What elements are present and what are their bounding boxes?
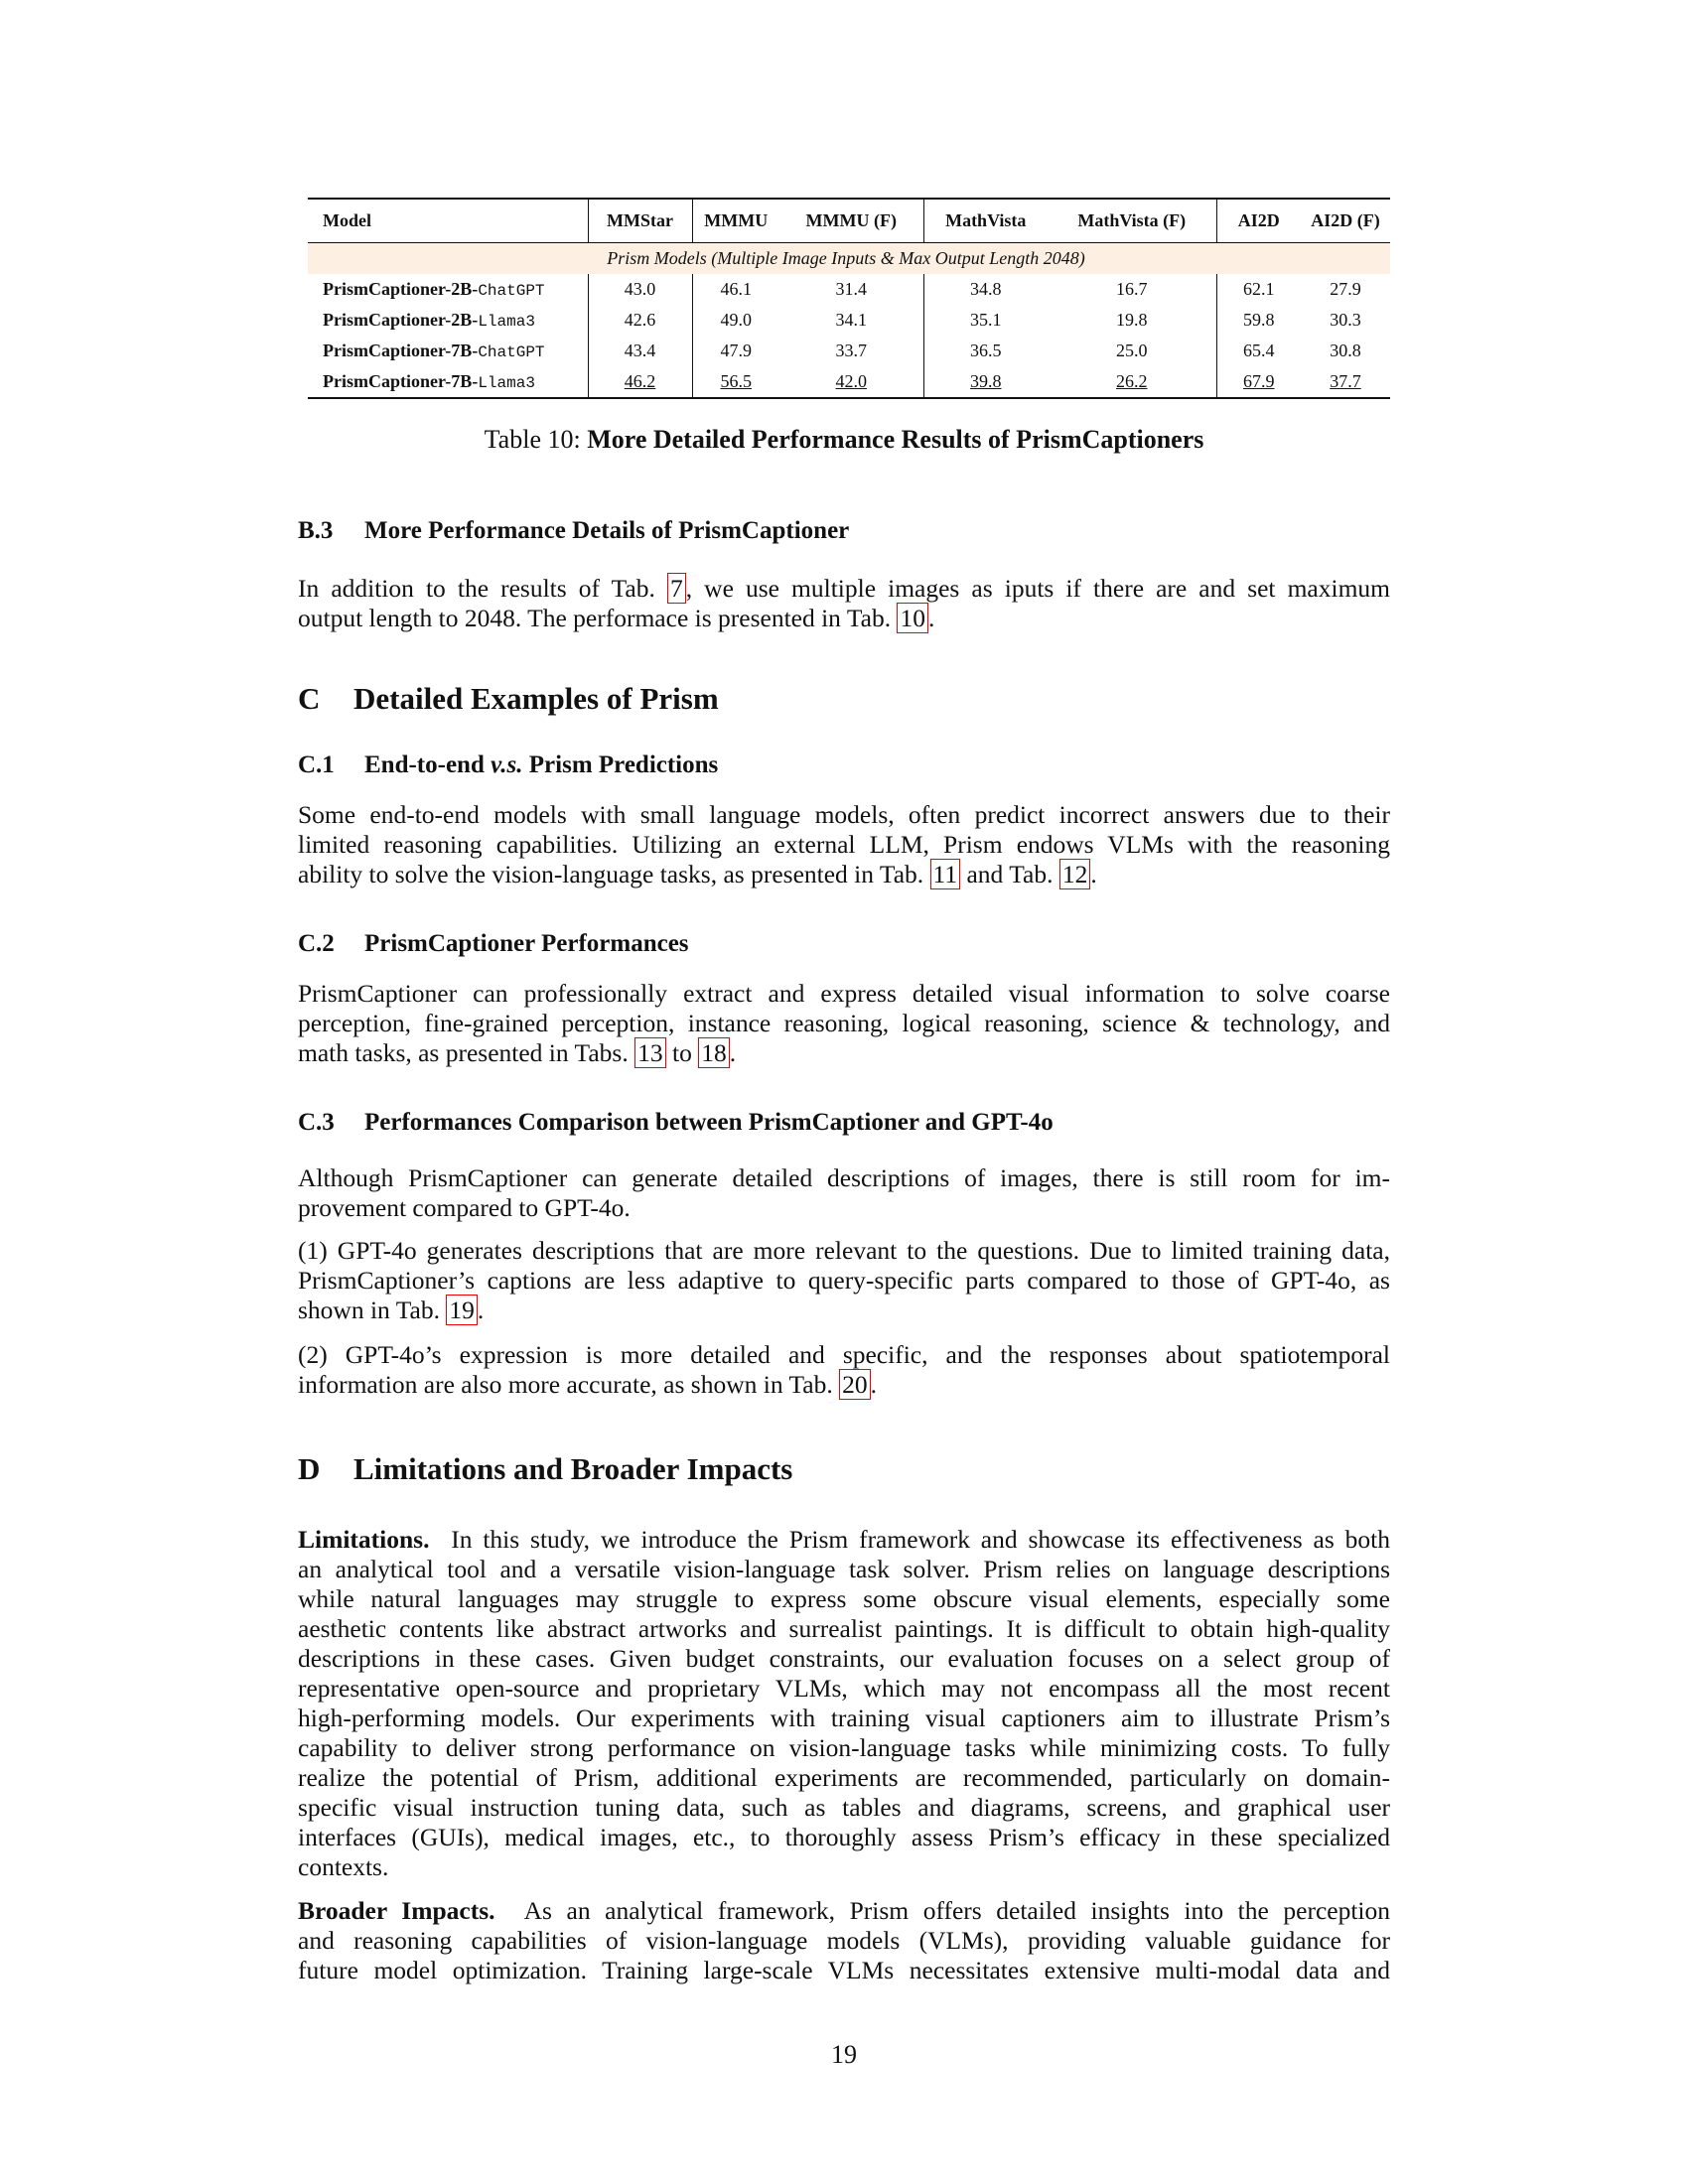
section-heading-c2: C.2 PrismCaptioner Performances — [298, 930, 689, 957]
table-ref-link[interactable]: 20 — [839, 1369, 871, 1400]
table-caption: Table 10: More Detailed Performance Results of PrismCaptioners — [484, 425, 1204, 454]
cell: 36.5 — [970, 341, 1002, 360]
broader-impacts-heading: Broader Impacts. — [298, 1896, 495, 1925]
table-group-row — [308, 243, 1390, 275]
cell-best: 42.0 — [779, 366, 923, 398]
section-heading-b3: B.3 More Performance Details of PrismCaptioner — [298, 517, 850, 544]
cell: 42.6 — [588, 305, 692, 336]
section-heading-c1: C.1 End-to-end v.s. Prism Predictions — [298, 751, 719, 778]
cell: 43.0 — [588, 274, 692, 305]
cell: 43.4 — [588, 336, 692, 366]
table-row — [308, 274, 1390, 305]
col-header-mmmu-f: MMMU (F) — [779, 199, 923, 243]
page-number: 19 — [831, 2040, 857, 2069]
col-header-ai2d: AI2D — [1237, 210, 1280, 230]
paragraph-c3-point2: (2) GPT-4o’s expression is more detailed and specific, and the responses about spatiotemporal information are also more accurate, as shown in Tab. 20 . — [298, 1340, 1390, 1399]
model-name: PrismCaptioner-2B-Llama3 — [308, 305, 588, 336]
cell: 16.7 — [1048, 274, 1216, 305]
table-ref-link[interactable]: 19 — [446, 1295, 478, 1325]
paragraph-c3-point1: (1) GPT-4o generates descriptions that are more relevant to the questions. Due to limited training data, PrismCaptioner’s captions are less adaptive to query-specific parts compared to those of GPT-4o, as shown in Tab. 19 . — [298, 1236, 1390, 1324]
section-heading-d: D Limitations and Broader Impacts — [298, 1451, 793, 1486]
cell: 31.4 — [779, 274, 923, 305]
paragraph-broader-impacts: Broader Impacts. As an analytical framework, Prism offers detailed insights into the perception and reasoning capabilities of vision-language models (VLMs), providing valuable guidance for future model optimization. Training large-scale VLMs necessitates extensive multi-modal data and — [298, 1896, 1391, 1984]
table-row — [308, 305, 1390, 336]
paragraph-c2: PrismCaptioner can professionally extract and express detailed visual information to solve coarse perception, fine-grained perception, instance reasoning, logical reasoning, science & technology, and math tasks, as presented in Tabs. 13 to 18 . — [298, 979, 1390, 1067]
cell: 49.0 — [720, 310, 752, 330]
col-header-ai2d-f: AI2D (F) — [1311, 210, 1380, 230]
results-table — [308, 198, 1390, 399]
cell: 59.8 — [1243, 310, 1275, 330]
cell-best: 46.2 — [588, 366, 692, 398]
cell: 34.1 — [779, 305, 923, 336]
col-header-mathvista: MathVista — [945, 210, 1027, 230]
cell: 35.1 — [970, 310, 1002, 330]
col-header-mmstar: MMStar — [588, 199, 692, 243]
cell: 19.8 — [1048, 305, 1216, 336]
cell: 30.8 — [1330, 341, 1361, 360]
table-row — [308, 366, 1390, 398]
table-ref-link[interactable]: 11 — [930, 859, 961, 889]
paragraph-b3: In addition to the results of Tab. 7 , we use multiple images as iputs if there are and set maximum output length to 2048. The performace is presented in Tab. 10 . — [298, 574, 1391, 632]
cell: 34.8 — [970, 279, 1002, 299]
group-label: Prism Models (Multiple Image Inputs & Max Output Length 2048) — [308, 243, 1390, 275]
cell: 30.3 — [1330, 310, 1361, 330]
table-ref-link[interactable]: 12 — [1059, 859, 1091, 889]
table-ref-link[interactable]: 13 — [634, 1037, 666, 1068]
col-header-model: Model — [308, 199, 588, 243]
model-name: PrismCaptioner-7B-Llama3 — [308, 366, 588, 398]
section-heading-c3: C.3 Performances Comparison between PrismCaptioner and GPT-4o — [298, 1109, 1054, 1136]
cell: 62.1 — [1243, 279, 1275, 299]
cell-best: 26.2 — [1048, 366, 1216, 398]
paragraph-c1: Some end-to-end models with small language models, often predict incorrect answers due to their limited reasoning capabilities. Utilizing an external LLM, Prism endows VLMs with the reasoning ability to solve the vision-language tasks, as presented in Tab. 11 and Tab. 12 . — [298, 800, 1390, 888]
table-ref-link[interactable]: 18 — [698, 1037, 730, 1068]
cell-best: 67.9 — [1243, 371, 1275, 391]
cell-best: 56.5 — [720, 371, 752, 391]
cell-best: 39.8 — [970, 371, 1002, 391]
section-heading-c: C Detailed Examples of Prism — [298, 681, 719, 716]
cell: 46.1 — [720, 279, 752, 299]
cell: 25.0 — [1048, 336, 1216, 366]
table-row — [308, 336, 1390, 366]
cell-best: 37.7 — [1330, 371, 1361, 391]
cell: 33.7 — [779, 336, 923, 366]
table-ref-link[interactable]: 10 — [897, 603, 928, 633]
col-header-mmmu: MMMU — [704, 210, 769, 230]
table-header-row — [308, 199, 1390, 243]
cell: 65.4 — [1243, 341, 1275, 360]
results-table-container — [308, 198, 1390, 399]
cell: 47.9 — [720, 341, 752, 360]
col-header-mathvista-f: MathVista (F) — [1048, 199, 1216, 243]
limitations-heading: Limitations. — [298, 1525, 430, 1554]
paragraph-limitations: Limitations. In this study, we introduce the Prism framework and showcase its effectiveness as both an analytical tool and a versatile vision-language task solver. Prism relies on language descriptions while natural languages may struggle to express some obscure visual elements, especially some aesthetic contents like abstract artworks and surrealist paintings. It is difficult to obtain high-quality descriptions in these cases. Given budget constraints, our evaluation focuses on a select group of representative open-source and proprietary VLMs, which may not encompass all the most recent high-performing models. Our experiments with training visual captioners aim to illustrate Prism’s capability to deliver strong performance on vision-language tasks while minimizing costs. To fully realize the potential of Prism, additional experiments are recommended, particularly on domain- specific visual instruction tuning data, such as tables and diagrams, screens, and graphical user interfaces (GUIs), medical images, etc., to thoroughly assess Prism’s efficacy in these specialized contexts. — [298, 1525, 1390, 1881]
model-name: PrismCaptioner-2B-ChatGPT — [308, 274, 588, 305]
paragraph-c3-intro: Although PrismCaptioner can generate detailed descriptions of images, there is still room for im- provement compared to GPT-4o. — [298, 1163, 1390, 1222]
model-name: PrismCaptioner-7B-ChatGPT — [308, 336, 588, 366]
table-ref-link[interactable]: 7 — [667, 573, 686, 604]
cell: 27.9 — [1330, 279, 1361, 299]
